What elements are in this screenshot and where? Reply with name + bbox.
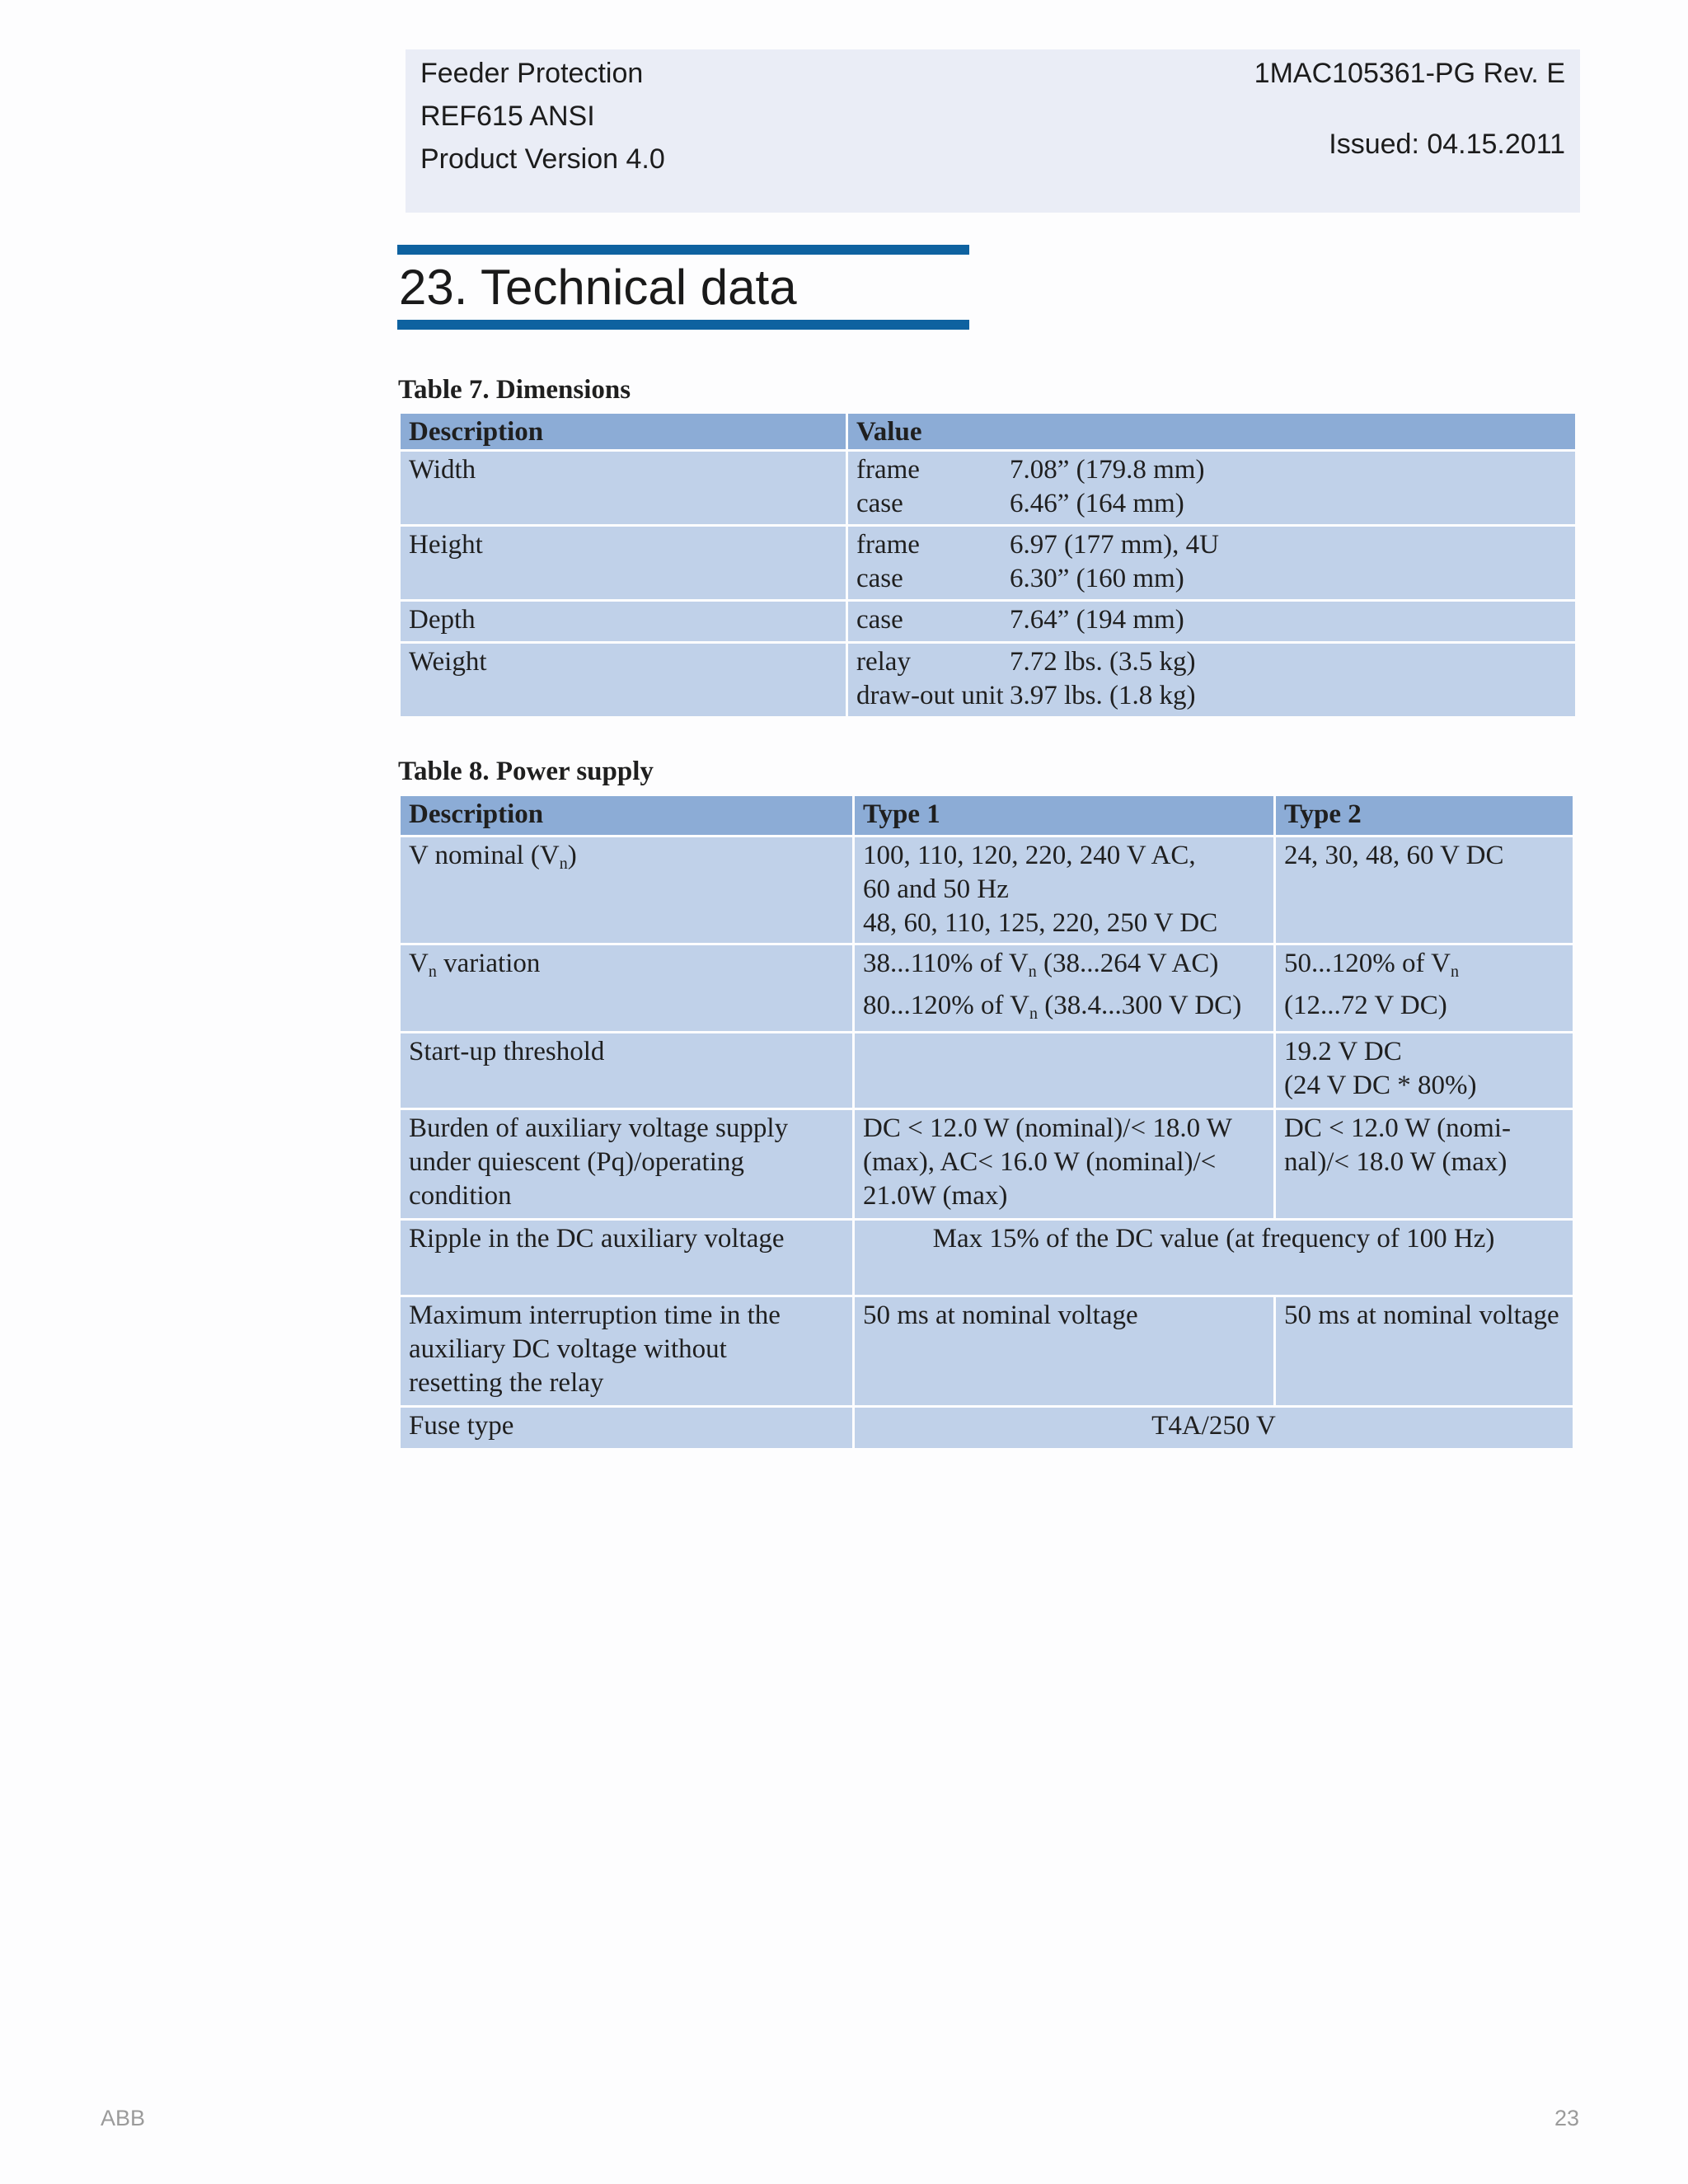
table-row: [401, 1110, 1573, 1218]
table-row: [401, 602, 1575, 641]
value-key: frame: [856, 530, 920, 560]
type2-value: 24, 30, 48, 60 V DC: [1276, 837, 1573, 943]
row-label: Start-up threshold: [401, 1033, 852, 1108]
power-supply-table: [398, 794, 1575, 1451]
label-line: Maximum interruption time in the: [409, 1301, 781, 1330]
row-label: Depth: [401, 602, 846, 641]
row-value: [848, 527, 1575, 599]
value-line: DC < 12.0 W (nominal)/< 18.0 W: [863, 1113, 1232, 1143]
value-text: 38...110% of V: [863, 949, 1029, 978]
subscript: n: [428, 963, 437, 981]
row-value: [848, 644, 1575, 716]
type1-value: [855, 945, 1273, 1031]
row-label: Height: [401, 527, 846, 599]
label-text: V nominal (V: [409, 841, 560, 870]
table-row: [401, 837, 1573, 943]
table-row: [401, 527, 1575, 599]
value-text: 6.30” (160 mm): [1010, 564, 1184, 593]
type2-value: [1276, 1033, 1573, 1108]
value-text: (38...264 V AC): [1036, 949, 1219, 978]
row-label: Width: [401, 452, 846, 524]
column-header: Description: [401, 796, 852, 835]
type2-value: [1276, 1110, 1573, 1218]
value-line: nal)/< 18.0 W (max): [1284, 1147, 1507, 1177]
section-title: 23. Technical data: [397, 245, 969, 330]
header-product: Feeder Protection: [420, 58, 644, 89]
merged-value: T4A/250 V: [855, 1408, 1573, 1448]
subscript: n: [1028, 963, 1037, 981]
value-text: (38.4...300 V DC): [1037, 991, 1242, 1020]
table-row: [401, 945, 1573, 1031]
label-text: ): [567, 841, 577, 870]
header-issued-date: Issued: 04.15.2011: [1329, 129, 1565, 160]
type1-value: [855, 1033, 1273, 1108]
table-row: [401, 1408, 1573, 1448]
table-row: [401, 1297, 1573, 1405]
footer-brand: ABB: [101, 2106, 146, 2130]
value-key: case: [856, 564, 903, 593]
table-row: [401, 452, 1575, 524]
value-text: 50...120% of V: [1284, 949, 1451, 978]
value-text: 80...120% of V: [863, 991, 1029, 1020]
column-header: Type 1: [855, 796, 1273, 835]
merged-value: Max 15% of the DC value (at frequency of 100 Hz): [855, 1221, 1573, 1295]
type2-value: [1276, 945, 1573, 1031]
label-line: auxiliary DC voltage without: [409, 1334, 727, 1364]
table-header-row: [401, 796, 1573, 835]
row-label: Ripple in the DC auxiliary voltage: [401, 1221, 852, 1295]
value-text: 7.72 lbs. (3.5 kg): [1010, 647, 1196, 677]
value-text: 6.97 (177 mm), 4U: [1010, 530, 1219, 560]
value-line: (24 V DC * 80%): [1284, 1071, 1477, 1100]
value-line: 21.0W (max): [863, 1181, 1008, 1211]
header-model: REF615 ANSI: [420, 101, 595, 132]
value-key: relay: [856, 647, 911, 677]
value-line: 48, 60, 110, 125, 220, 250 V DC: [863, 908, 1218, 938]
value-line: 100, 110, 120, 220, 240 V AC,: [863, 841, 1196, 870]
label-line: resetting the relay: [409, 1368, 604, 1398]
value-key: draw-out unit: [856, 681, 1004, 710]
dimensions-table: [398, 411, 1578, 719]
column-header: Description: [401, 414, 846, 449]
value-text: 6.46” (164 mm): [1010, 489, 1184, 518]
label-line: condition: [409, 1181, 512, 1211]
row-label: [401, 1110, 852, 1218]
document-header: [406, 49, 1580, 213]
value-key: frame: [856, 455, 920, 485]
table-header-row: [401, 414, 1575, 449]
subscript: n: [1450, 963, 1459, 981]
value-line: 60 and 50 Hz: [863, 874, 1009, 904]
header-doc-number: 1MAC105361-PG Rev. E: [1254, 58, 1565, 89]
row-label: Fuse type: [401, 1408, 852, 1448]
value-line: 19.2 V DC: [1284, 1037, 1402, 1066]
label-text: variation: [436, 949, 541, 978]
value-line: (12...72 V DC): [1284, 991, 1447, 1020]
type1-value: [855, 1110, 1273, 1218]
table8-caption: Table 8. Power supply: [398, 757, 654, 786]
row-label: [401, 945, 852, 1031]
table7-caption: Table 7. Dimensions: [398, 375, 631, 405]
value-key: case: [856, 489, 903, 518]
row-label: [401, 837, 852, 943]
value-key: case: [856, 605, 903, 635]
column-header: Type 2: [1276, 796, 1573, 835]
header-version: Product Version 4.0: [420, 143, 665, 175]
label-line: under quiescent (Pq)/operating: [409, 1147, 744, 1177]
column-header: Value: [848, 414, 1575, 449]
type2-value: 50 ms at nominal voltage: [1276, 1297, 1573, 1405]
type1-value: [855, 837, 1273, 943]
subscript: n: [1029, 1005, 1038, 1023]
row-value: [848, 452, 1575, 524]
table-row: [401, 1221, 1573, 1295]
label-line: Burden of auxiliary voltage supply: [409, 1113, 789, 1143]
row-label: [401, 1297, 852, 1405]
value-line: (max), AC< 16.0 W (nominal)/<: [863, 1147, 1217, 1177]
value-text: 3.97 lbs. (1.8 kg): [1010, 681, 1196, 710]
value-line: DC < 12.0 W (nomi-: [1284, 1113, 1511, 1143]
table-row: [401, 644, 1575, 716]
row-value: [848, 602, 1575, 641]
label-text: V: [409, 949, 429, 978]
type1-value: 50 ms at nominal voltage: [855, 1297, 1273, 1405]
page-number: 23: [1554, 2106, 1579, 2130]
table-row: [401, 1033, 1573, 1108]
value-text: 7.64” (194 mm): [1010, 605, 1184, 635]
value-text: 7.08” (179.8 mm): [1010, 455, 1205, 485]
row-label: Weight: [401, 644, 846, 716]
subscript: n: [559, 855, 568, 873]
